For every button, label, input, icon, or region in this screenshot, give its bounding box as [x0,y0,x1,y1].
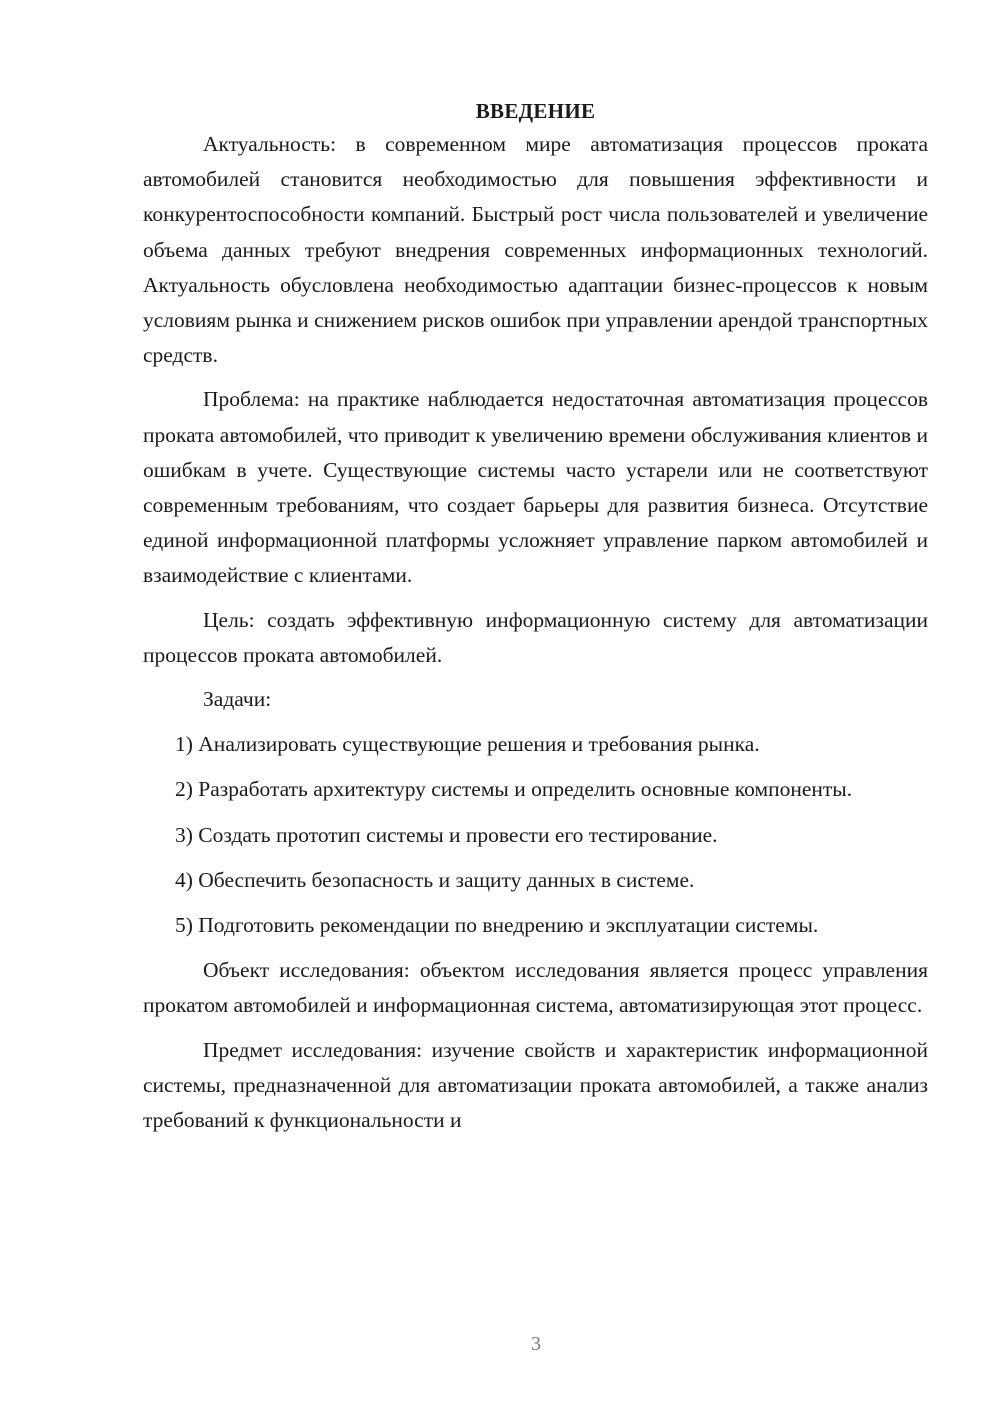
page-number: 3 [531,1333,541,1355]
section-heading: ВВЕДЕНИЕ [475,99,596,123]
tasks-label: Задачи: [203,687,272,712]
task-item-4: 4) Обеспечить безопасность и защиту данных в системе. [175,867,695,892]
goal-paragraph: Цель: создать эффективную информационную систему для автоматизации процессов проката автомобилей. [143,607,928,667]
task-item-2: 2) Разработать архитектуру системы и определить основные компоненты. [175,777,853,802]
object-paragraph: Объект исследования: объектом исследования является процесс управления прокатом автомобилей и информационная система, автоматизирующая этот процесс. [143,958,928,1018]
task-item-3: 3) Создать прототип системы и провести его тестирование. [175,822,718,847]
problem-paragraph: Проблема: на практике наблюдается недостаточная автоматизация процессов проката автомобилей, что приводит к увеличению времени обслуживания клиентов и ошибкам в учете. Существующие системы часто устарели или не соответствуют современным требованиям, что создает барьеры для развития бизнеса. Отсутствие единой информационной платформы усложняет управление парком автомобилей и взаимодействие с клиентами. [143,387,928,588]
task-item-5: 5) Подготовить рекомендации по внедрению и эксплуатации системы. [175,913,819,938]
page-content [143,96,928,1147]
subject-paragraph: Предмет исследования: изучение свойств и характеристик информационной системы, предназначенной для автоматизации проката автомобилей, а также анализ требований к функциональности и [143,1037,928,1133]
relevance-paragraph: Актуальность: в современном мире автоматизация процессов проката автомобилей становится необходимостью для повышения эффективности и конкурентоспособности компаний. Быстрый рост числа пользователей и увеличение объема данных требуют внедрения современных информационных технологий. Актуальность обусловлена необходимостью адаптации бизнес-процессов к новым условиям рынка и снижением рисков ошибок при управлении арендой транспортных средств. [143,132,928,368]
task-item-1: 1) Анализировать существующие решения и требования рынка. [175,732,760,757]
